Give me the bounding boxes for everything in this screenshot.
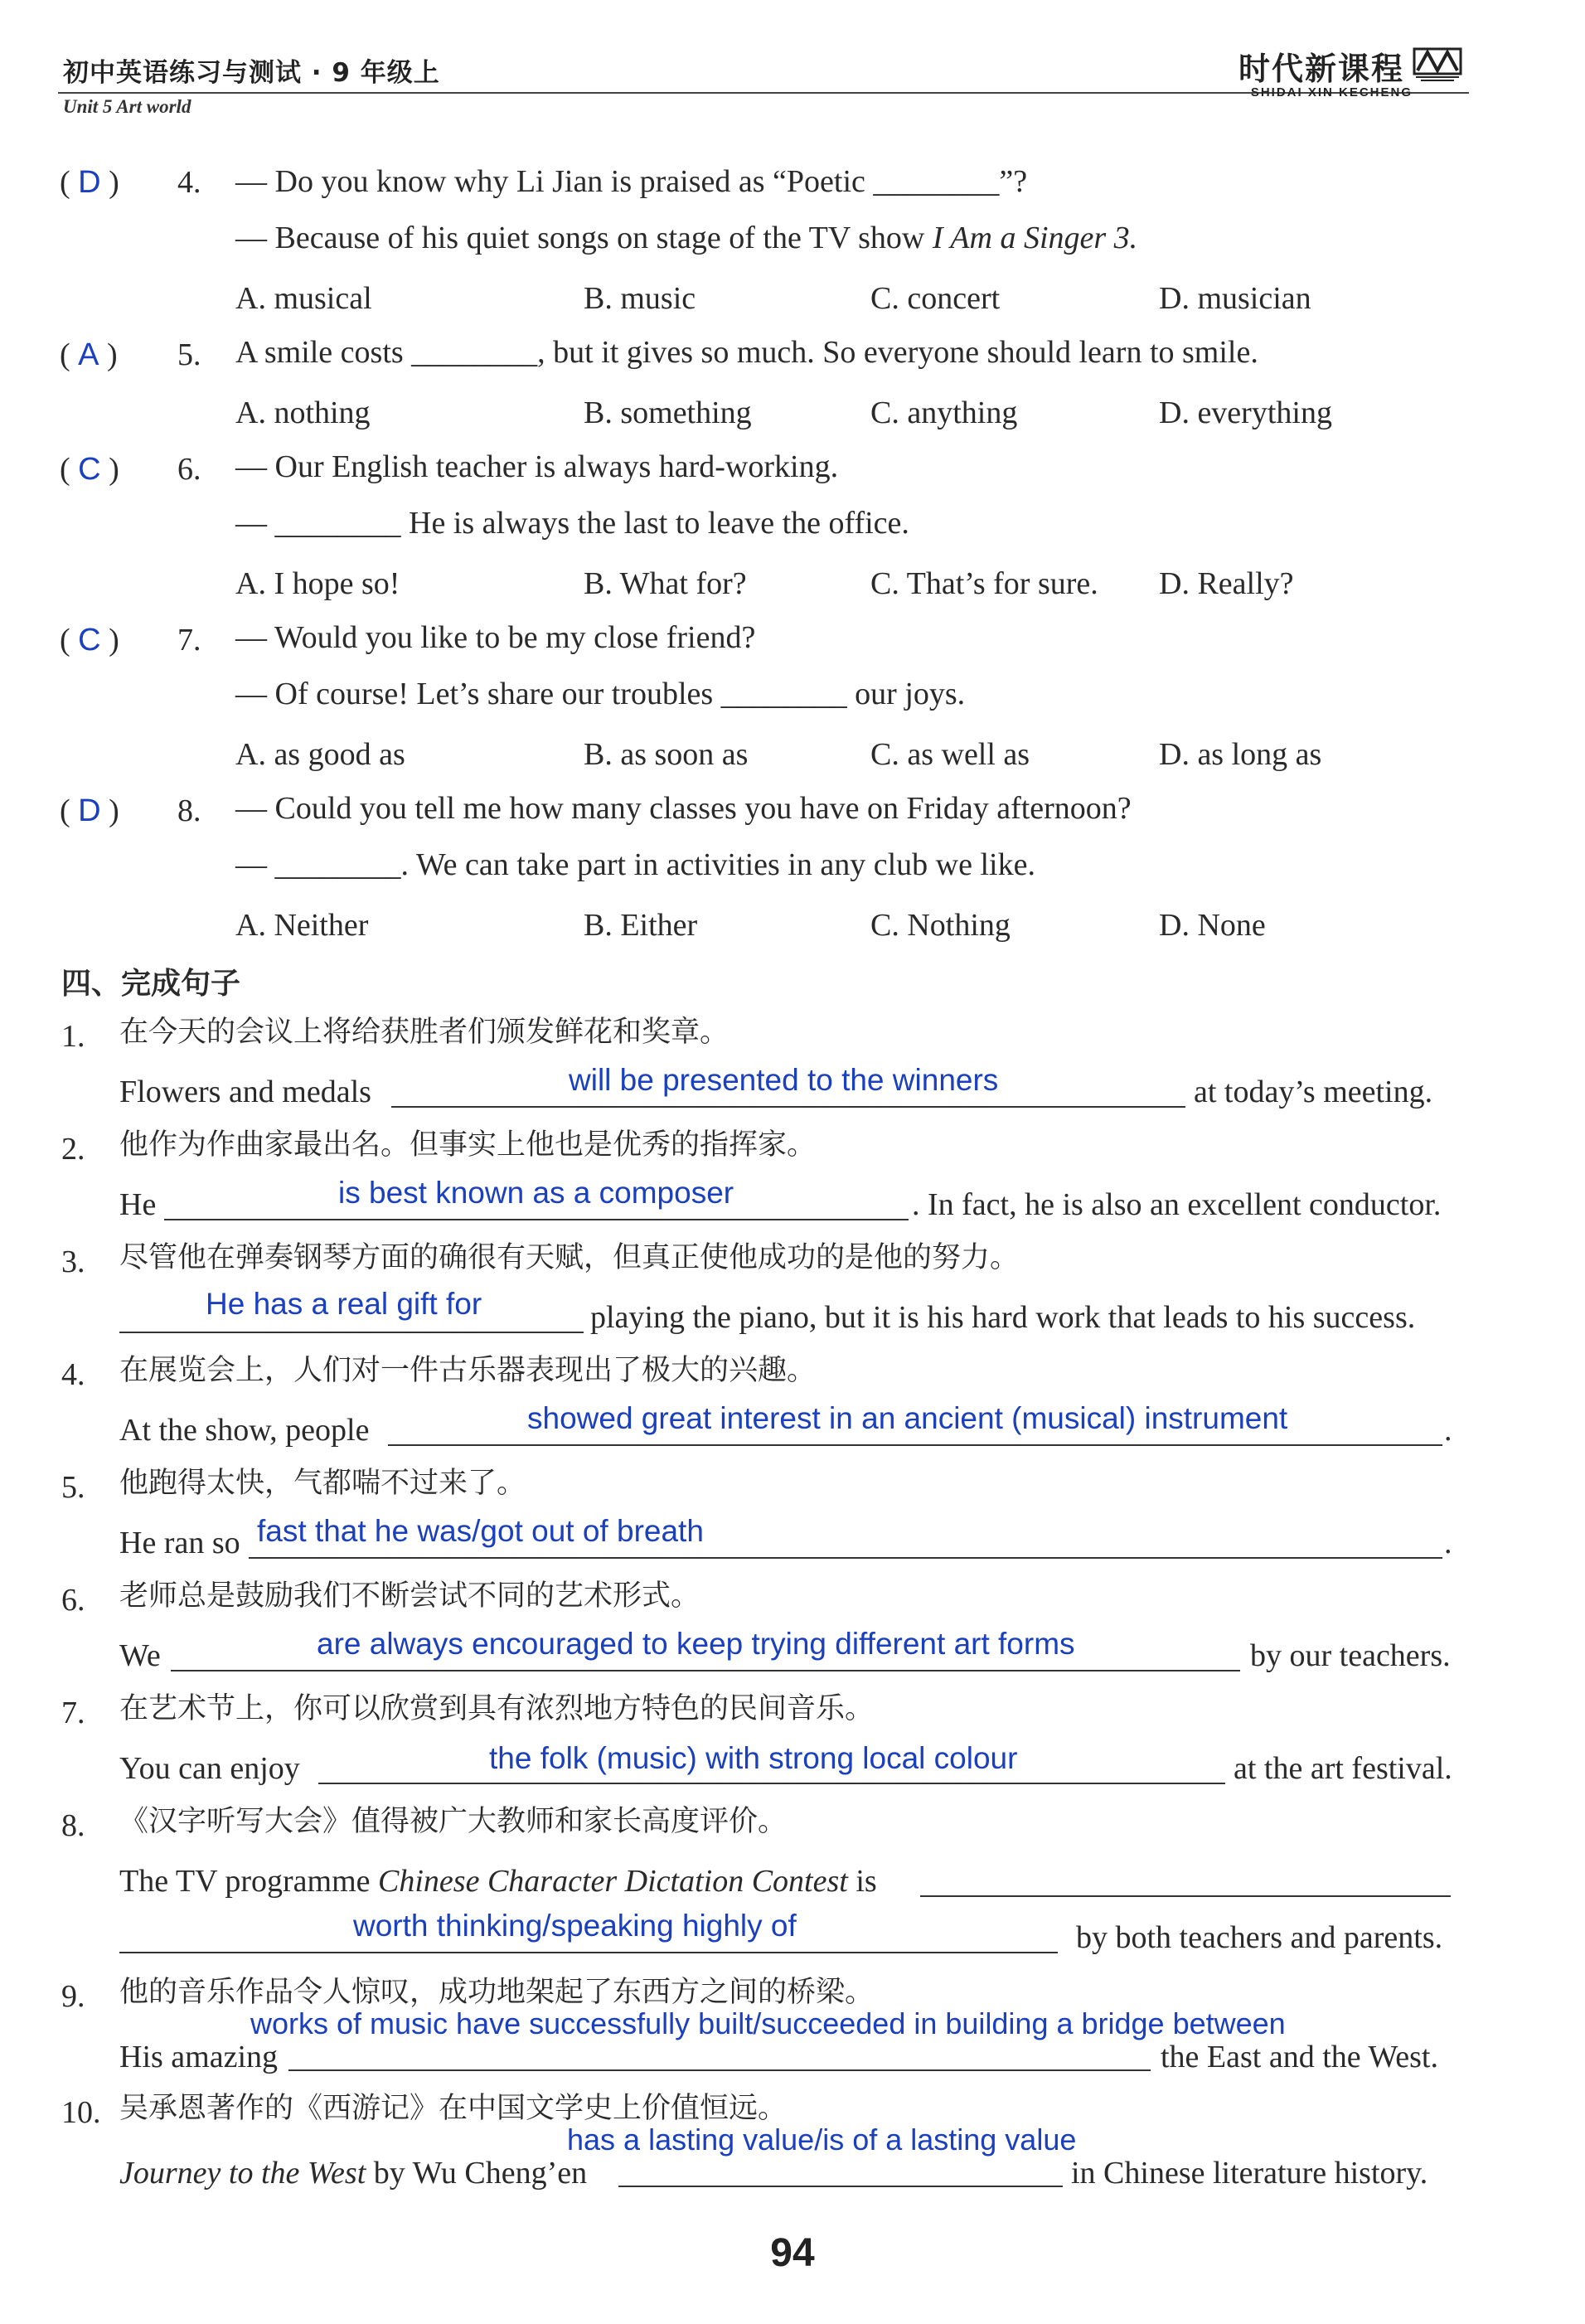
- unit-label: Unit 5 Art world: [63, 96, 191, 117]
- item-number: 5.: [61, 1470, 85, 1505]
- question-number: 5.: [177, 337, 201, 372]
- handwritten-answer: is best known as a composer: [338, 1176, 734, 1210]
- brand: [1238, 43, 1462, 99]
- option-a: A. nothing: [235, 395, 371, 430]
- sentence-end: the East and the West.: [1161, 2040, 1438, 2074]
- option-d: D. musician: [1159, 281, 1311, 316]
- sentence-end: by both teachers and parents.: [1076, 1920, 1443, 1955]
- answer-paren: ( A ): [60, 337, 118, 372]
- option-c: C. That’s for sure.: [870, 566, 1098, 601]
- sentence-start: He ran so: [119, 1526, 240, 1560]
- show-title: I Am a Singer 3.: [932, 221, 1138, 255]
- item-number: 4.: [61, 1357, 85, 1392]
- question-line: — Of course! Let’s share our troubles ________ our joys.: [235, 677, 966, 711]
- chinese-prompt: 在艺术节上，你可以欣赏到具有浓烈地方特色的民间音乐。: [119, 1692, 875, 1725]
- handwritten-answer: showed great interest in an ancient (musical) instrument: [527, 1401, 1288, 1435]
- handwritten-answer: worth thinking/speaking highly of: [353, 1909, 797, 1943]
- chinese-prompt: 尽管他在弹奏钢琴方面的确很有天赋，但真正使他成功的是他的努力。: [119, 1241, 1020, 1274]
- handwritten-answer: works of music have successfully built/succeeded in building a bridge between: [250, 2006, 1286, 2040]
- question-line: — Could you tell me how many classes you have on Friday afternoon?: [235, 791, 1132, 826]
- option-a: A. I hope so!: [235, 566, 400, 601]
- option-a: A. as good as: [235, 737, 405, 772]
- item-number: 2.: [61, 1132, 85, 1167]
- sentence-end: . In fact, he is also an excellent conductor.: [912, 1187, 1442, 1222]
- sentence-start: We: [119, 1638, 161, 1673]
- handwritten-answer: fast that he was/got out of breath: [257, 1514, 704, 1548]
- answer-paren: ( D ): [60, 165, 119, 200]
- question-line: — ________. We can take part in activities in any club we like.: [235, 847, 1035, 882]
- mc-answer: A: [78, 337, 99, 372]
- sentence-start: At the show, people: [119, 1413, 370, 1448]
- sentence-end: at today’s meeting.: [1194, 1075, 1433, 1109]
- option-b: B. What for?: [584, 566, 747, 601]
- option-b: B. as soon as: [584, 737, 749, 772]
- handwritten-answer: the folk (music) with strong local colour: [489, 1741, 1018, 1775]
- sentence-start: You can enjoy: [119, 1751, 300, 1786]
- item-number: 8.: [61, 1808, 85, 1843]
- book-title: 初中英语练习与测试 · 9 年级上: [63, 58, 440, 88]
- item-number: 10.: [61, 2095, 101, 2130]
- sentence-end: in Chinese literature history.: [1071, 2156, 1428, 2191]
- item-number: 9.: [61, 1979, 85, 2014]
- option-a: A. musical: [235, 281, 372, 316]
- item-number: 1.: [61, 1019, 85, 1054]
- answer-blank: [318, 1783, 1225, 1784]
- answer-blank: [119, 1332, 584, 1333]
- answer-paren: ( D ): [60, 793, 119, 828]
- question-line: [235, 222, 1137, 254]
- question-line: — ________ He is always the last to leave the office.: [235, 506, 909, 541]
- question-number: 7.: [177, 623, 201, 657]
- sentence-text: by Wu Cheng’en: [366, 2156, 588, 2191]
- page-number: 94: [770, 2231, 815, 2275]
- brand-pinyin: SHIDAI XIN KECHENG: [1250, 85, 1413, 99]
- sentence-start: [119, 1866, 877, 1897]
- sentence-end: at the art festival.: [1234, 1751, 1452, 1786]
- sentence-end: .: [1444, 1413, 1452, 1448]
- programme-title: Chinese Character Dictation Contest: [378, 1864, 848, 1899]
- sentence-text: The TV programme: [119, 1864, 379, 1899]
- chinese-prompt: 《汉字听写大会》值得被广大教师和家长高度评价。: [119, 1805, 788, 1838]
- answer-blank: [119, 1952, 1058, 1953]
- sentence-start: His amazing: [119, 2040, 279, 2074]
- option-c: C. Nothing: [870, 908, 1011, 943]
- chinese-prompt: 吴承恩著作的《西游记》在中国文学史上价值恒远。: [119, 2092, 788, 2125]
- option-b: B. something: [584, 395, 752, 430]
- section-title: 四、完成句子: [61, 967, 241, 1001]
- mc-answer: D: [78, 793, 101, 828]
- chinese-prompt: 老师总是鼓励我们不断尝试不同的艺术形式。: [119, 1579, 700, 1613]
- handwritten-answer: are always encouraged to keep trying different art forms: [317, 1627, 1075, 1661]
- mc-answer: C: [78, 623, 101, 657]
- answer-blank: [171, 1670, 1240, 1671]
- answer-blank: [618, 2186, 1063, 2187]
- chinese-prompt: 他作为作曲家最出名。但事实上他也是优秀的指挥家。: [119, 1128, 817, 1162]
- option-d: D. as long as: [1159, 737, 1322, 772]
- question-line: — Would you like to be my close friend?: [235, 620, 756, 655]
- option-d: D. Really?: [1159, 566, 1294, 601]
- book-title-italic: Journey to the West: [119, 2156, 366, 2191]
- question-line: — Do you know why Li Jian is praised as “Poetic ________”?: [235, 164, 1028, 199]
- chinese-prompt: 在展览会上，人们对一件古乐器表现出了极大的兴趣。: [119, 1354, 817, 1387]
- option-d: D. everything: [1159, 395, 1332, 430]
- answer-paren: ( C ): [60, 452, 119, 487]
- question-number: 6.: [177, 452, 201, 487]
- answer-blank: [249, 1557, 1442, 1559]
- answer-paren: ( C ): [60, 623, 119, 657]
- sentence-end: .: [1444, 1526, 1452, 1560]
- sentence-start: Flowers and medals: [119, 1075, 371, 1109]
- answer-blank: [288, 2069, 1151, 2071]
- answer-blank: [164, 1219, 909, 1220]
- option-a: A. Neither: [235, 908, 369, 943]
- answer-blank: [391, 1106, 1185, 1108]
- item-number: 6.: [61, 1583, 85, 1618]
- option-b: B. Either: [584, 908, 698, 943]
- option-c: C. anything: [870, 395, 1018, 430]
- item-number: 7.: [61, 1696, 85, 1730]
- sentence-end: playing the piano, but it is his hard work that leads to his success.: [590, 1300, 1416, 1335]
- question-number: 8.: [177, 793, 201, 828]
- question-line: — Our English teacher is always hard-working.: [235, 449, 839, 484]
- answer-blank: [388, 1444, 1442, 1446]
- question-number: 4.: [177, 165, 201, 200]
- handwritten-answer: He has a real gift for: [206, 1287, 482, 1321]
- sentence-end: by our teachers.: [1250, 1638, 1451, 1673]
- question-text: — Because of his quiet songs on stage of the TV show: [235, 221, 933, 255]
- mc-answer: D: [78, 165, 101, 200]
- option-b: B. music: [584, 281, 696, 316]
- chinese-prompt: 他跑得太快，气都喘不过来了。: [119, 1467, 526, 1500]
- sentence-start: He: [119, 1187, 157, 1222]
- question-line: A smile costs ________, but it gives so much. So everyone should learn to smile.: [235, 335, 1258, 370]
- brand-name: 时代新课程: [1238, 51, 1404, 87]
- chinese-prompt: 在今天的会议上将给获胜者们颁发鲜花和奖章。: [119, 1016, 729, 1049]
- handwritten-answer: will be presented to the winners: [569, 1063, 999, 1097]
- mc-answer: C: [78, 452, 101, 487]
- option-d: D. None: [1159, 908, 1266, 943]
- item-number: 3.: [61, 1244, 85, 1279]
- book-logo-icon: [1413, 46, 1462, 86]
- answer-blank: [920, 1895, 1451, 1897]
- chinese-prompt: 他的音乐作品令人惊叹，成功地架起了东西方之间的桥梁。: [119, 1976, 875, 2009]
- option-c: C. concert: [870, 281, 1001, 316]
- handwritten-answer: has a lasting value/is of a lasting value: [567, 2123, 1077, 2157]
- sentence-text: is: [847, 1864, 877, 1899]
- sentence-start: [119, 2157, 587, 2189]
- option-c: C. as well as: [870, 737, 1030, 772]
